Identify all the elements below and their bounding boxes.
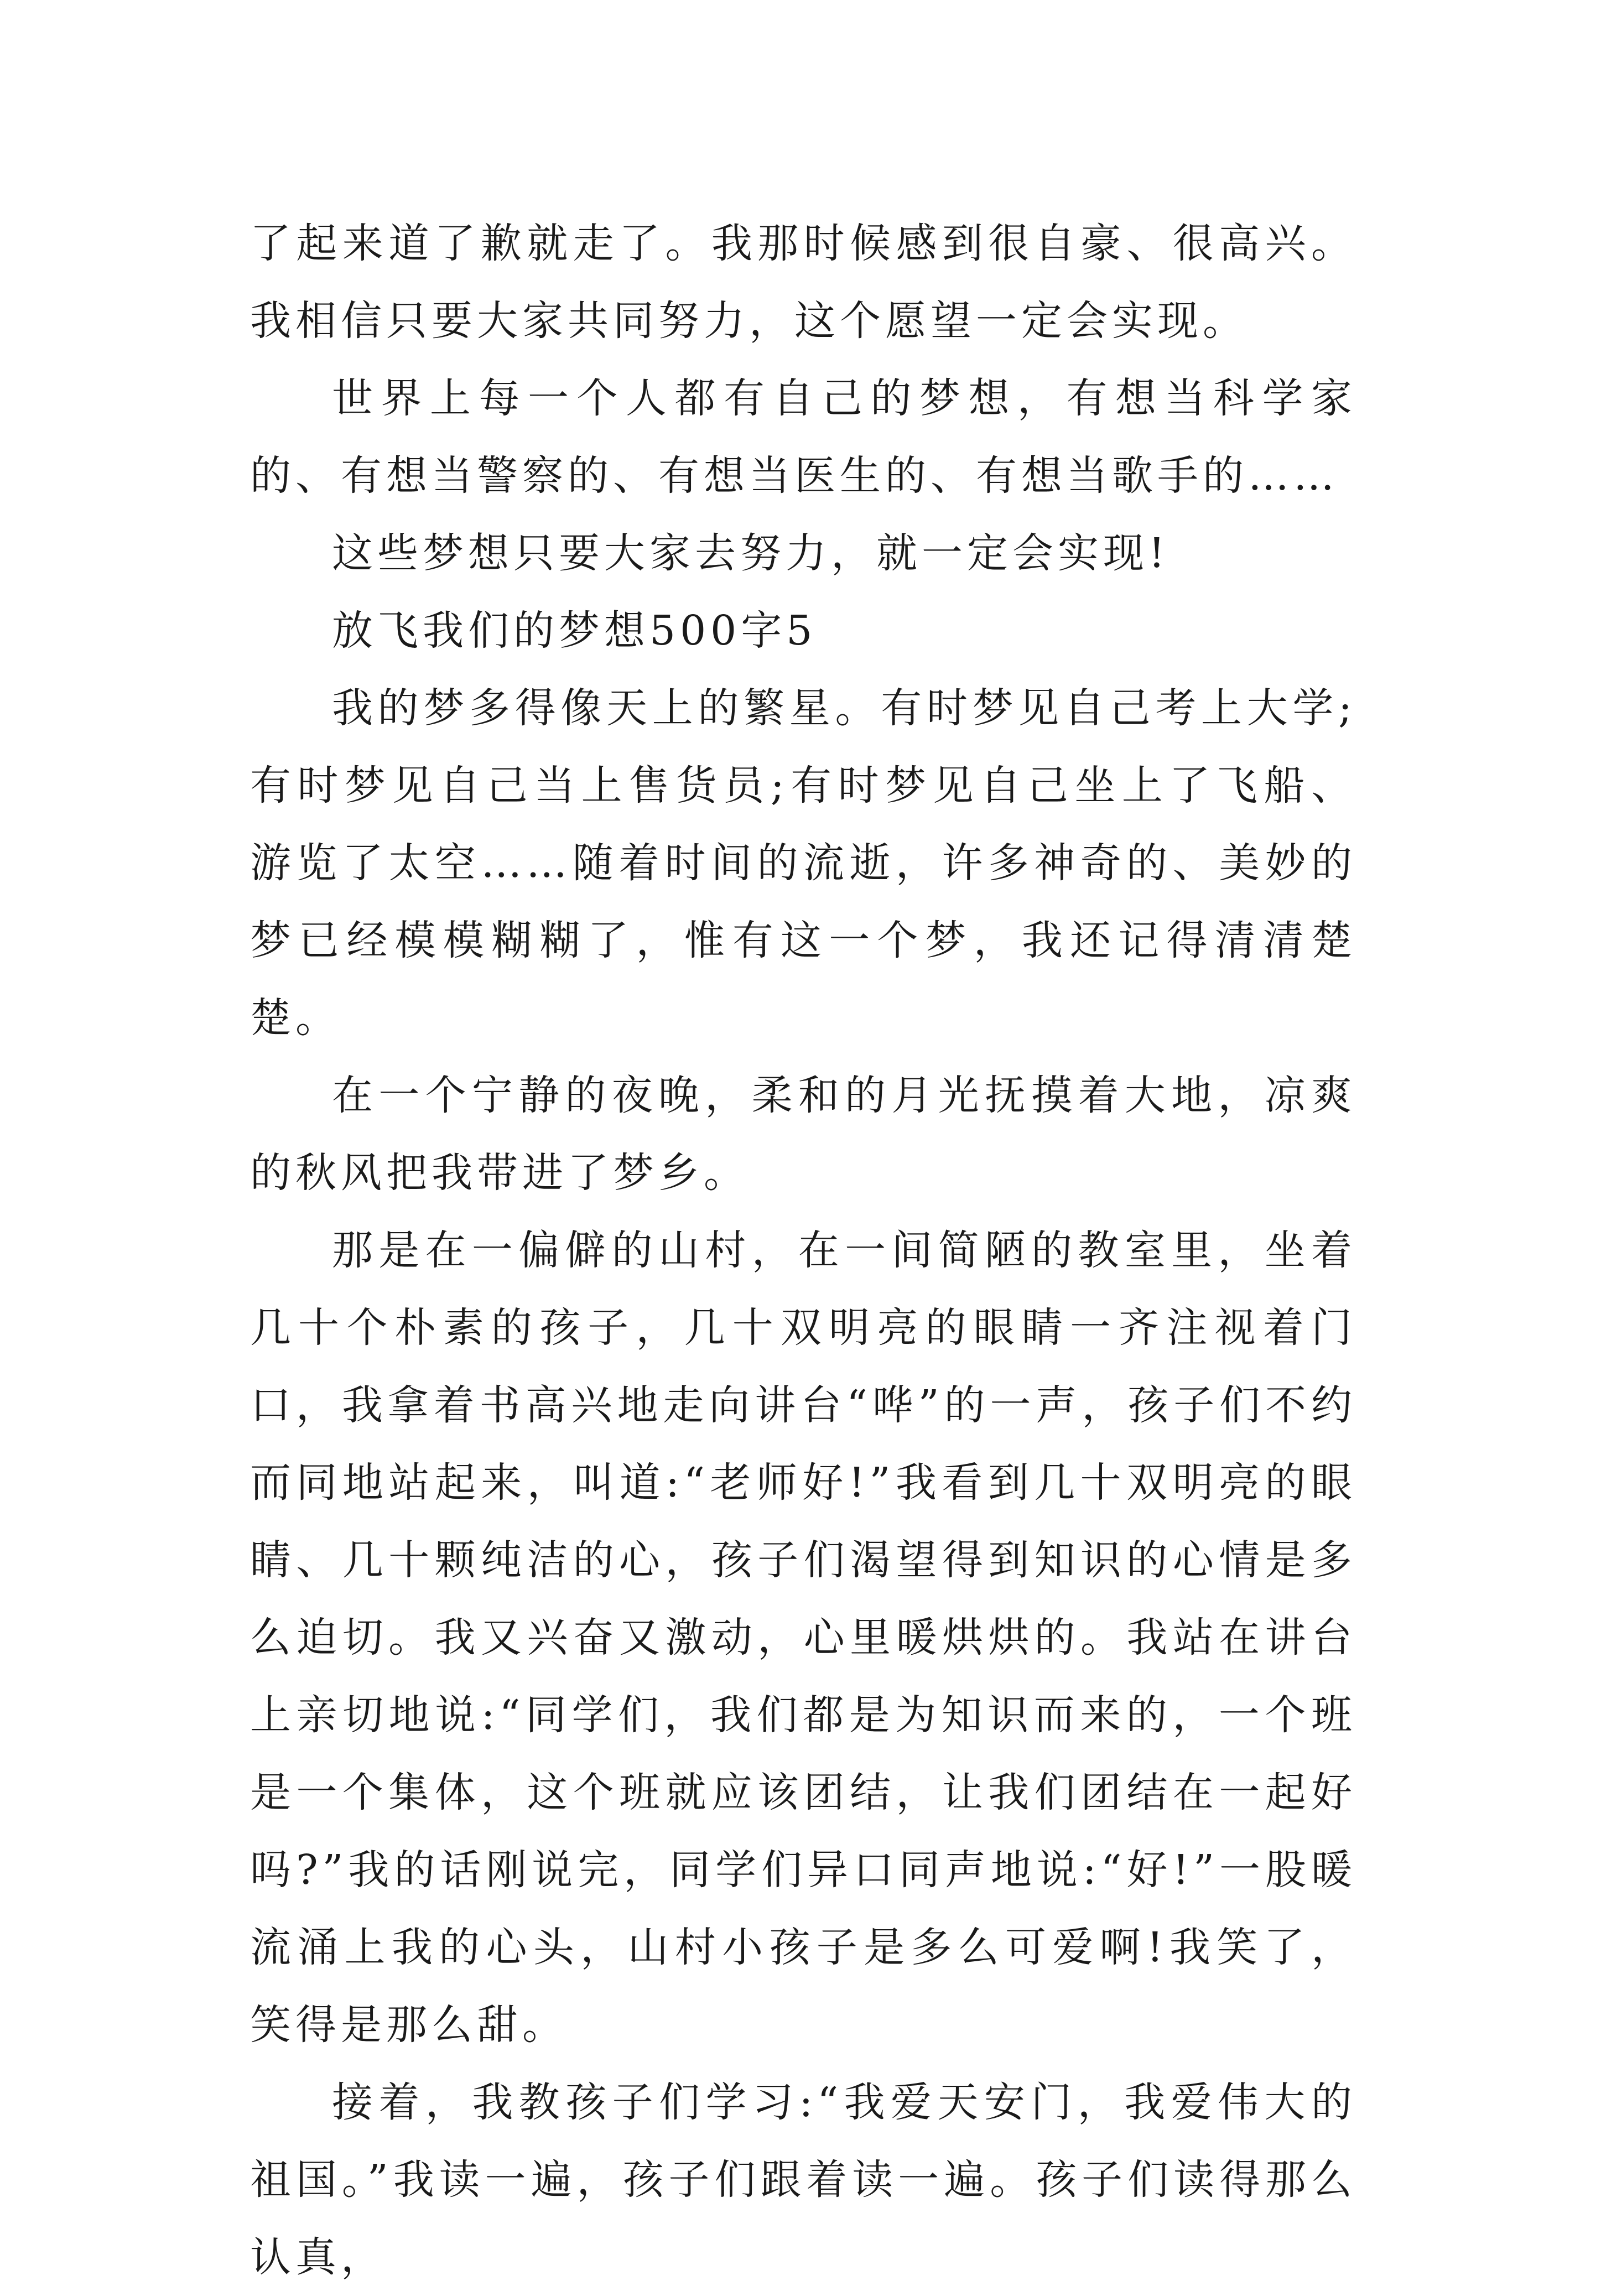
paragraph: 这些梦想只要大家去努力，就一定会实现! [332, 529, 1169, 577]
paragraph: 世界上每一个人都有自己的梦想，有想当科学家的、有想当警察的、有想当医生的、有想当歌手的…… [250, 375, 1356, 500]
paragraph: 我的梦多得像天上的繁星。有时梦见自己考上大学;有时梦见自己当上售货员;有时梦见自己坐上了飞船、游览了太空……随着时间的流逝，许多神奇的、美妙的梦已经模模糊糊了，惟有这一个梦，我还记得清清楚楚。 [250, 684, 1356, 1042]
paragraph: 那是在一偏僻的山村，在一间简陋的教室里，坐着几十个朴素的孩子，几十双明亮的眼睛一齐注视着门口，我拿着书高兴地走向讲台“哗”的一声，孩子们不约而同地站起来，叫道:“老师好!”我看到几十双明亮的眼睛、几十颗纯洁的心，孩子们渴望得到知识的心情是多么迫切。我又兴奋又激动，心里暖烘烘的。我站在讲台上亲切地说:“同学们，我们都是为知识而来的，一个班是一个集体，这个班就应该团结，让我们团结在一起好吗?”我的话刚说完，同学们异口同声地说:“好!”一股暖流涌上我的心头，山村小孩子是多么可爱啊!我笑了，笑得是那么甜。 [250, 1227, 1356, 2049]
paragraph: 了起来道了歉就走了。我那时候感到很自豪、很高兴。我相信只要大家共同努力，这个愿望一定会实现。 [250, 220, 1356, 345]
section-heading: 放飞我们的梦想500字5 [332, 607, 817, 654]
paragraph: 接着，我教孩子们学习:“我爱天安门，我爱伟大的祖国。”我读一遍，孩子们跟着读一遍。孩子们读得那么认真， [250, 2079, 1356, 2281]
document-body [250, 205, 1356, 2296]
paragraph: 在一个宁静的夜晚，柔和的月光抚摸着大地，凉爽的秋风把我带进了梦乡。 [250, 1072, 1356, 1197]
